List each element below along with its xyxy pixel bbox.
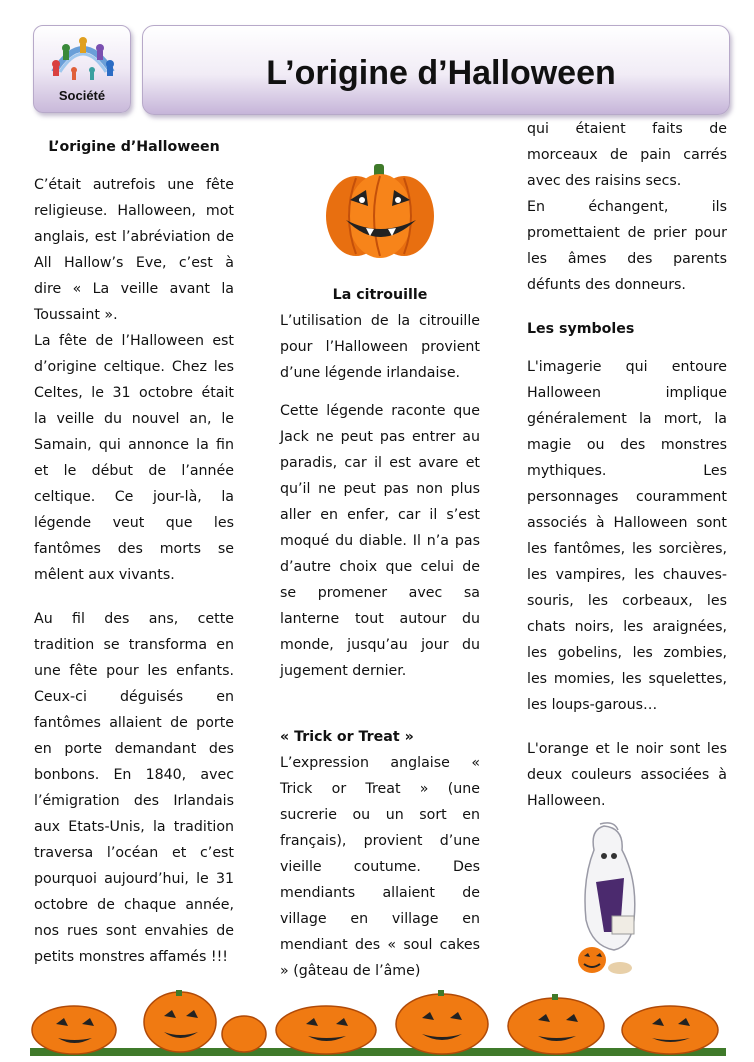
paragraph-echange: En échangent, ils promettaient de prier pour les âmes des parents défunts des donneurs.	[527, 199, 727, 293]
paragraph-citrouille-2: Cette légende raconte que Jack ne peut pas entrer au paradis, car il est avare et qu’il ne peut pas non plus aller en enfer, car il s’est moqué du diable. Il n’a pas d’autre choix que celui de se promener avec sa lanterne tout autour du monde, jusqu’au jour du jugement dernier.	[280, 403, 480, 679]
paragraph-origine-3: Au fil des ans, cette tradition se transforma en une fête pour les enfants. Ceux-ci déguisés en fantômes allaient de porte en porte demandant des bonbons. En 1840, avec l’émigration des Irlandais aux Etats-Unis, la tradition traversa l’océan et c’est pourquoi aujourd’hui, le 31 octobre de chaque année, nos rues sont envahies de petits monstres affamés !!!	[34, 611, 234, 965]
title-banner	[142, 25, 730, 115]
section-category-label: Société	[58, 88, 106, 103]
heading-citrouille: La citrouille	[332, 287, 428, 303]
column-1	[34, 134, 234, 970]
jack-o-lantern-icon	[316, 160, 444, 260]
paragraph-soul-cakes: qui étaient faits de morceaux de pain carrés avec des raisins secs.	[527, 121, 727, 189]
section-tag	[33, 25, 131, 113]
column-2	[280, 282, 480, 984]
paragraph-symboles: L'imagerie qui entoure Halloween implique généralement la mort, la magie ou des monstres mythiques. Les personnages couramment associés à Halloween sont les fantômes, les sorcières, les vampires, les chauves-souris, les corbeaux, les chats noirs, les araignées, les gobelins, les zombies, les momies, les squelettes, les loups-garous…	[527, 359, 727, 713]
paragraph-origine-1: C’était autrefois une fête religieuse. Halloween, mot anglais, est l’abréviation de All Hallow’s Eve, c’est à dire « La veille avant la Toussaint ».	[34, 177, 234, 323]
heading-trick-or-treat: « Trick or Treat »	[280, 729, 414, 745]
pumpkin-row-border	[30, 990, 726, 1058]
heading-origine: L’origine d’Halloween	[48, 139, 220, 155]
ghost-trick-or-treat-icon	[574, 820, 644, 978]
paragraph-couleurs: L'orange et le noir sont les deux couleurs associées à Halloween.	[527, 741, 727, 809]
paragraph-trick-or-treat: L’expression anglaise « Trick or Treat » (une sucrerie ou un sort en français), provient d’une vieille coutume. Des mendiants allaient de village en village en mendiant des « soul cakes » (gâteau de l’âme)	[280, 755, 480, 979]
paragraph-citrouille-1: L’utilisation de la citrouille pour l’Halloween provient d’une légende irlandaise.	[280, 313, 480, 381]
heading-symboles: Les symboles	[527, 321, 635, 337]
page-title: L’origine d’Halloween	[266, 54, 616, 92]
column-3	[527, 116, 727, 814]
paragraph-origine-2: La fête de l’Halloween est d’origine celtique. Chez les Celtes, le 31 octobre était la veille du nouvel an, le Samain, qui annonce la fin et le début de l’année celtique. Ce jour-là, la légende veut que les fantômes des morts se mêlent aux vivants.	[34, 333, 234, 583]
children-circle-logo-icon	[46, 32, 120, 84]
